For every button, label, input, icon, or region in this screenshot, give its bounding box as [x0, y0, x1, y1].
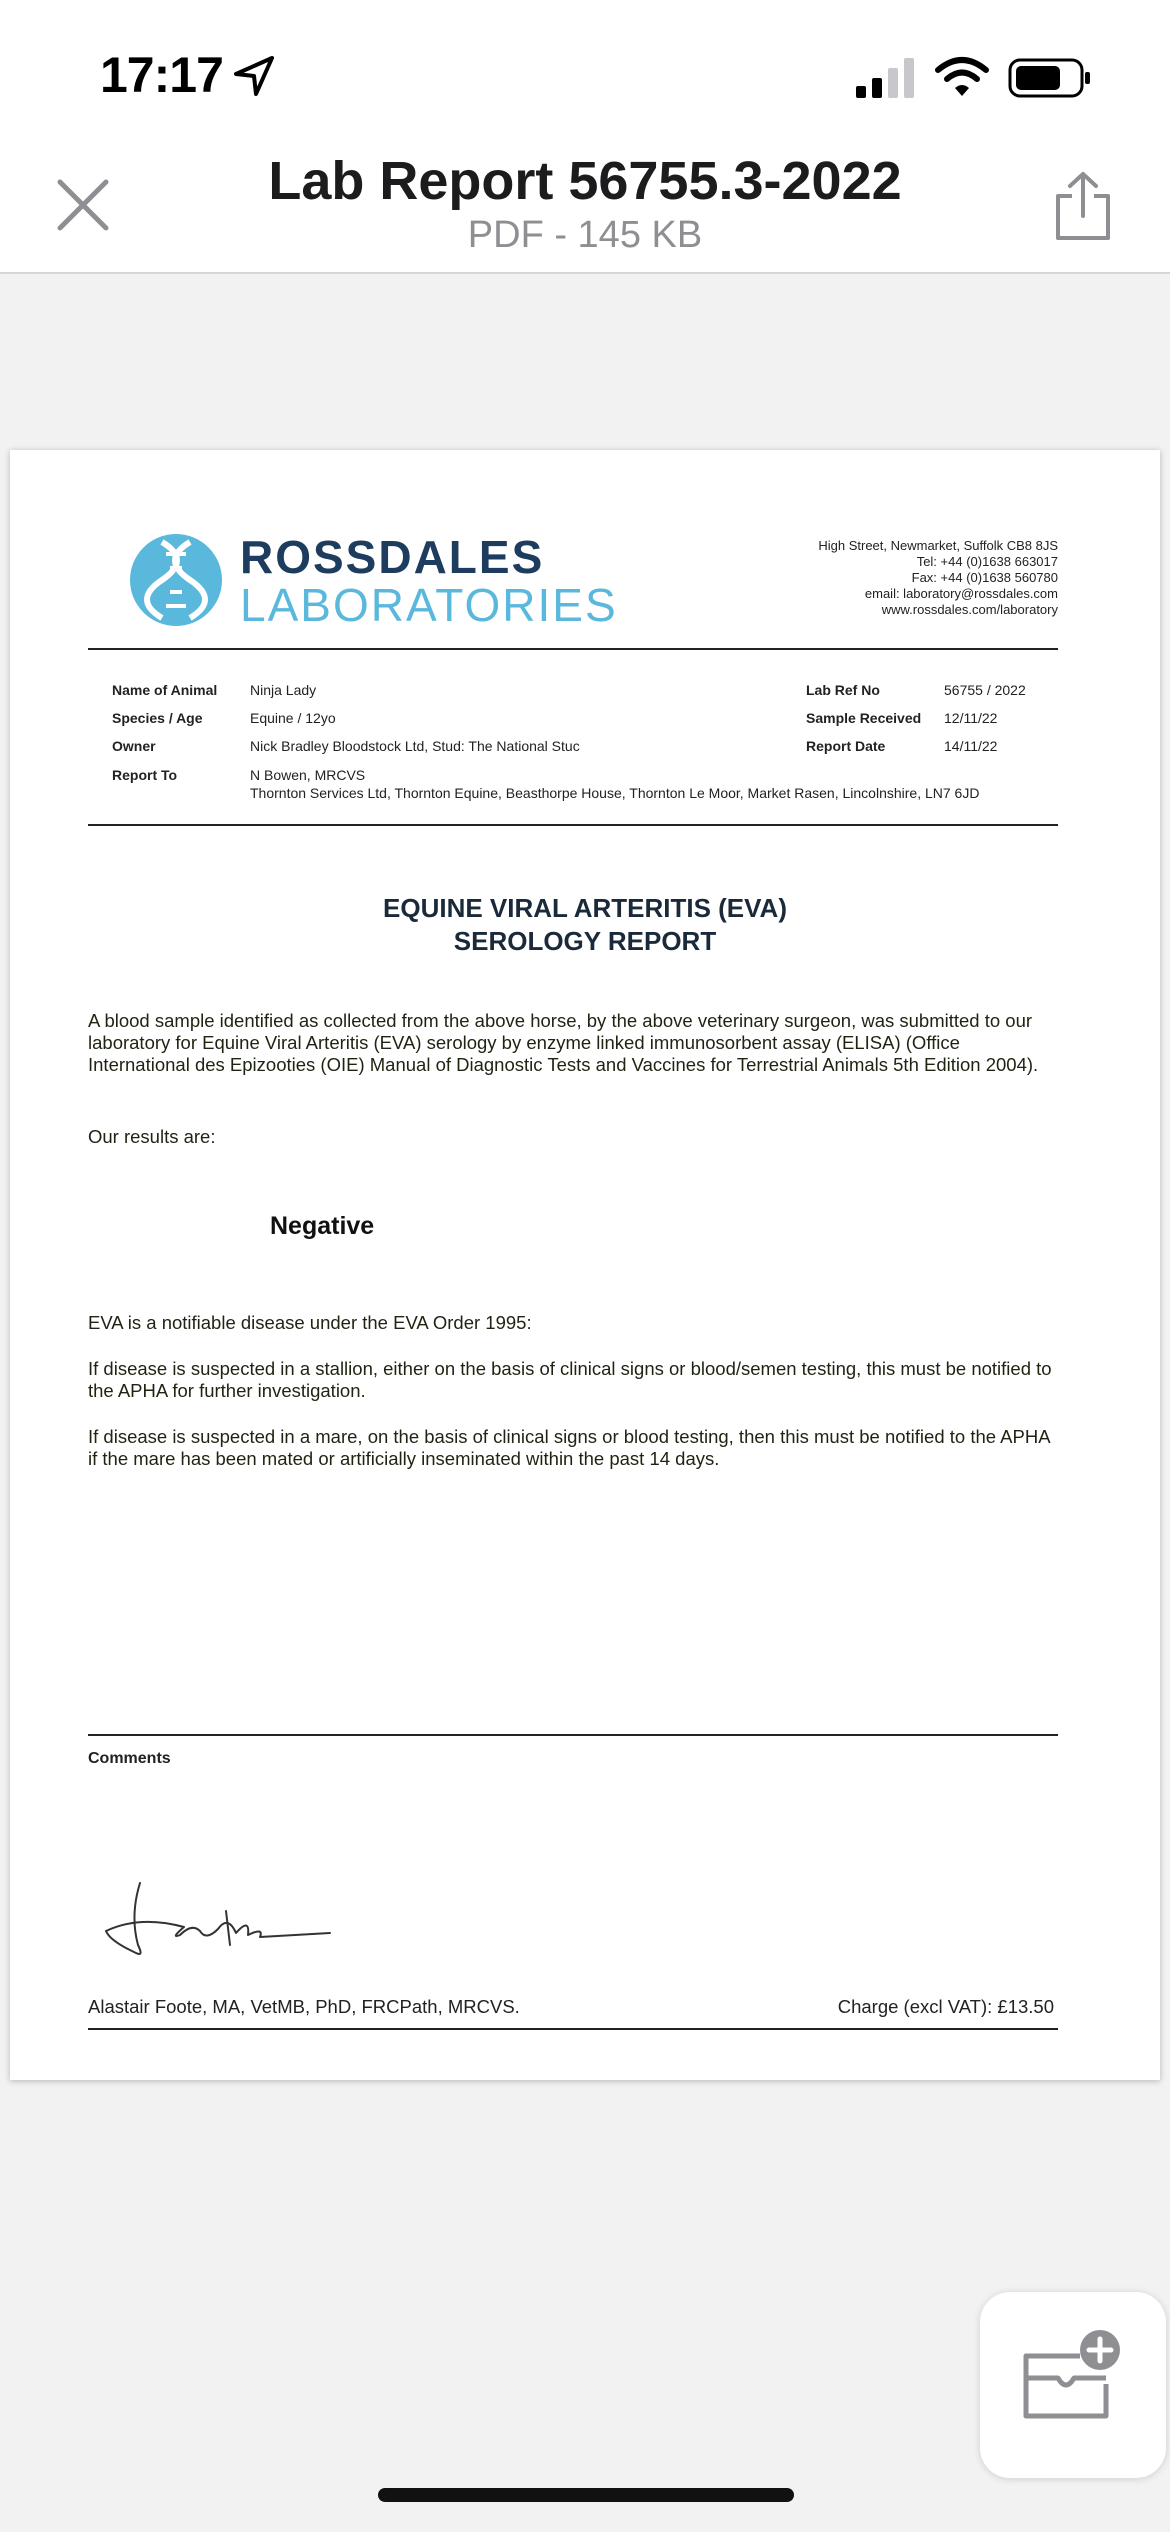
stallion-note: If disease is suspected in a stallion, either on the basis of clinical signs or blood/semen testing, this must be notified to the APHA for further investigation. — [88, 1358, 1052, 1401]
notifiable-notice: EVA is a notifiable disease under the EVA Order 1995: — [88, 1312, 532, 1333]
report-date-value: 14/11/22 — [944, 738, 998, 754]
mare-note: If disease is suspected in a mare, on the basis of clinical signs or blood testing, then this must be notified to the APHA if the mare has been mated or artificially inseminated within the past 14 days. — [88, 1426, 1050, 1469]
document-title: Lab Report 56755.3-2022 — [268, 151, 902, 211]
dna-icon — [126, 530, 226, 630]
address-web: www.rossdales.com/laboratory — [881, 602, 1058, 617]
add-to-mail-button[interactable] — [980, 2292, 1166, 2478]
sample-received-value: 12/11/22 — [944, 710, 998, 726]
report-to-address: Thornton Services Ltd, Thornton Equine, Beasthorpe House, Thornton Le Moor, Market Rasen, Lincolnshire, LN7 6JD — [250, 785, 980, 801]
address-tel: Tel: +44 (0)1638 663017 — [916, 554, 1058, 569]
share-icon[interactable] — [1052, 170, 1114, 242]
report-date-label: Report Date — [806, 738, 886, 754]
lab-ref-label: Lab Ref No — [806, 682, 880, 698]
lab-address — [818, 538, 1058, 618]
name-label: Name of Animal — [112, 682, 218, 698]
battery-icon — [1008, 58, 1092, 98]
home-indicator[interactable] — [378, 2488, 794, 2502]
results-intro: Our results are: — [88, 1126, 216, 1147]
species-label: Species / Age — [112, 710, 203, 726]
report-title-line1: EQUINE VIRAL ARTERITIS (EVA) — [383, 893, 787, 923]
cellular-signal-icon — [856, 58, 918, 98]
divider — [88, 648, 1058, 650]
result-value: Negative — [270, 1212, 375, 1240]
lab-ref-value: 56755 / 2022 — [944, 682, 1026, 698]
pdf-page — [10, 450, 1160, 2080]
report-to-label: Report To — [112, 767, 178, 783]
sample-received-label: Sample Received — [806, 710, 922, 726]
owner-value: Nick Bradley Bloodstock Ltd, Stud: The National Stuc — [250, 738, 580, 754]
report-to-name: N Bowen, MRCVS — [250, 767, 366, 783]
charge-amount: Charge (excl VAT): £13.50 — [837, 1996, 1054, 2017]
intro-paragraph: A blood sample identified as collected from the above horse, by the above veterinary surgeon, was submitted to our laboratory for Equine Viral Arteritis (EVA) serology by enzyme linked immunosorbent assay (ELISA) (Office International des Epizooties (OIE) Manual of Diagnostic Tests and Vaccines for Terrestrial Animals 5th Edition 2004). — [88, 1010, 1039, 1075]
address-fax: Fax: +44 (0)1638 560780 — [911, 570, 1058, 585]
status-bar — [0, 0, 1170, 140]
status-time: 17:17 — [100, 47, 223, 103]
wifi-icon — [934, 56, 990, 98]
divider — [88, 824, 1058, 826]
species-value: Equine / 12yo — [250, 710, 336, 726]
report-title — [10, 892, 1160, 958]
name-value: Ninja Lady — [250, 682, 317, 698]
add-to-mail-icon — [1018, 2328, 1126, 2428]
comments-label: Comments — [88, 1750, 171, 1767]
logo-text-rossdales: ROSSDALES — [240, 531, 545, 583]
signer-name: Alastair Foote, MA, VetMB, PhD, FRCPath, MRCVS. — [88, 1996, 520, 2017]
address-email: email: laboratory@rossdales.com — [864, 586, 1058, 601]
address-line: High Street, Newmarket, Suffolk CB8 8JS — [818, 538, 1058, 553]
report-title-line2: SEROLOGY REPORT — [453, 926, 717, 956]
document-subtitle: PDF - 145 KB — [467, 214, 703, 256]
divider — [88, 2028, 1058, 2030]
location-arrow-icon — [232, 54, 276, 98]
signature-image — [100, 1875, 360, 1965]
divider — [88, 1734, 1058, 1736]
logo-text-laboratories: LABORATORIES — [240, 579, 618, 631]
owner-label: Owner — [112, 738, 156, 754]
